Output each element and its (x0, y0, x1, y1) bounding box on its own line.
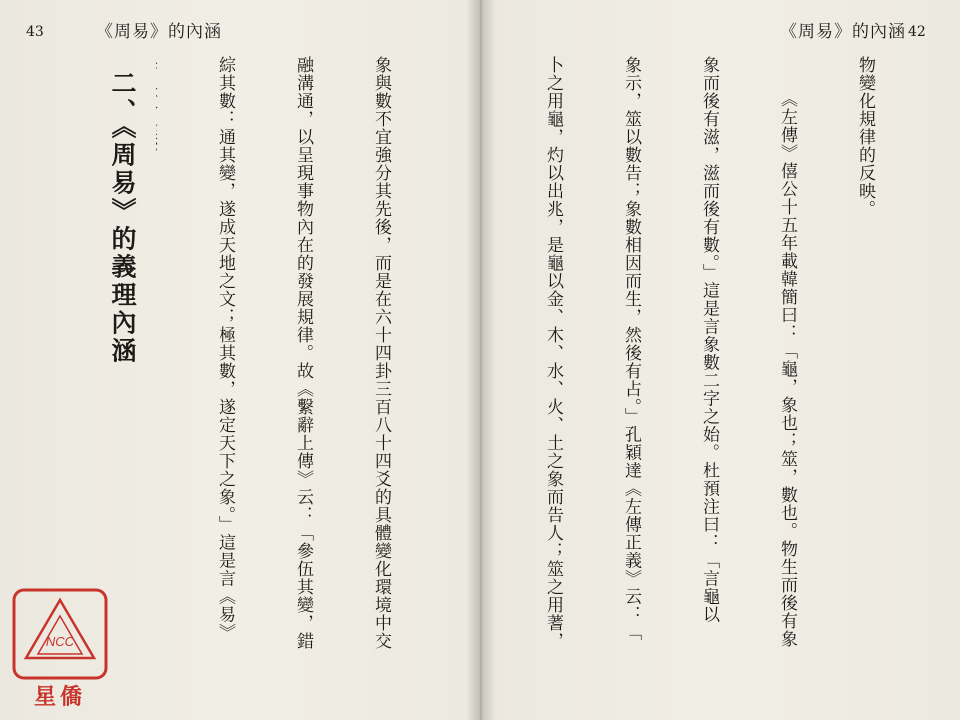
right-body-text (540, 56, 930, 696)
page-number: 43 (26, 24, 44, 40)
text-line: 卜之用龜，灼以出兆，是龜以金、木、水、火、土之象而告人；筮之用蓍， (543, 56, 563, 650)
stamp-label: 星僑 (33, 684, 86, 710)
right-page (480, 0, 960, 720)
text-line: 象示，筮以數告；象數相因而生，然後有占。」孔穎達《左傳正義》云：「 (621, 56, 641, 642)
running-head: 《周易》的內涵 (96, 22, 222, 42)
text-line: 物變化規律的反映。 (855, 56, 875, 218)
text-line: 《左傳》僖公十五年載韓簡曰：「龜，象也；筮，數也。物生而後有象 (777, 90, 797, 648)
left-body-text (156, 56, 446, 696)
text-line: 象而後有滋，滋而後有數。」這是言象數二字之始。杜預注曰：「言龜以 (699, 56, 719, 624)
text-line: 融溝通，以呈現事物內在的發展規律。故《繫辭上傳》云：「參伍其變，錯 (293, 56, 313, 650)
text-line (156, 56, 160, 696)
stamp-mark: NCC (45, 634, 75, 649)
text-line: 象與數不宜強分其先後，而是在六十四卦三百八十四爻的具體變化環境中交 (371, 56, 391, 650)
text-line: 綜其數：通其變，遂成天地之文；極其數，遂定天下之象。」這是言《易》 (215, 56, 235, 642)
page-number: 42 (908, 24, 926, 40)
running-head: 《周易》的內涵 (780, 22, 906, 42)
library-stamp (8, 586, 112, 710)
book-gutter (466, 0, 496, 720)
section-heading: 二、《周易》的義理內涵 (108, 70, 137, 366)
